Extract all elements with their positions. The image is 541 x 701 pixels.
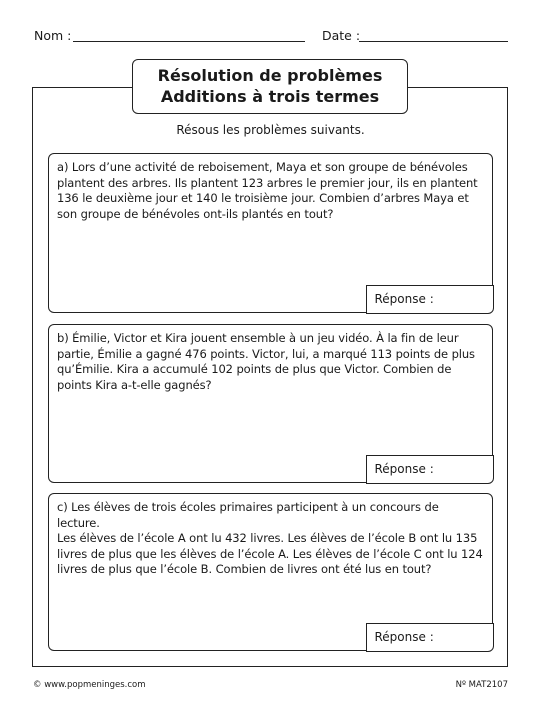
date-line[interactable] — [359, 41, 508, 42]
problem-line: son groupe de bénévoles ont-ils plantés en tout? — [57, 206, 334, 221]
problem-a — [48, 153, 493, 313]
problem-c-text — [57, 500, 484, 578]
title-line-1: Résolution de problèmes — [157, 66, 383, 85]
problem-line: partie, Émilie a gagné 476 points. Victor, lui, a marqué 113 points de plus — [57, 346, 475, 361]
problem-line: livres de plus que l’école B. Combien de livres ont été lus en tout? — [57, 562, 432, 576]
problem-line: a) Lors d’une activité de reboisement, Maya et son groupe de bénévoles — [57, 160, 468, 174]
problem-line: livres de plus que les élèves de l’école A. Les élèves de l’école C ont lu 124 — [57, 546, 483, 561]
answer-box-b[interactable] — [366, 455, 494, 484]
problem-line: points Kira a-t-elle gagnés? — [57, 377, 212, 392]
instructions: Résous les problèmes suivants. — [176, 123, 365, 137]
name-label: Nom : — [34, 28, 72, 43]
problem-line: c) Les élèves de trois écoles primaires participent à un concours de lecture. — [57, 500, 439, 530]
footer-code: Nº MAT2107 — [455, 680, 508, 690]
footer-website — [33, 680, 146, 690]
name-line[interactable] — [73, 41, 305, 42]
answer-label: Réponse : — [374, 291, 434, 306]
title-box — [132, 59, 408, 114]
problem-line: b) Émilie, Victor et Kira jouent ensemble à un jeu vidéo. À la fin de leur — [57, 331, 459, 345]
answer-label: Réponse : — [374, 461, 434, 476]
answer-box-c[interactable] — [366, 623, 494, 652]
problem-line: qu’Émilie. Kira a accumulé 102 points de plus que Victor. Combien de — [57, 362, 452, 376]
copyright-icon: © — [33, 680, 42, 690]
title-line-2: Additions à trois termes — [160, 87, 380, 106]
problem-c — [48, 493, 493, 651]
answer-label: Réponse : — [374, 629, 434, 644]
problem-b-text — [57, 331, 484, 393]
answer-box-a[interactable] — [366, 285, 494, 314]
problem-line: 136 le deuxième jour et 140 le troisième jour. Combien d’arbres Maya et — [57, 191, 469, 205]
problem-line: Les élèves de l’école A ont lu 432 livres. Les élèves de l’école B ont lu 135 — [57, 531, 478, 545]
problem-line: plantent des arbres. Ils plantent 123 arbres le premier jour, ils en plantent — [57, 175, 478, 190]
problem-a-text — [57, 160, 484, 222]
website-link[interactable]: www.popmeninges.com — [44, 680, 146, 690]
problem-b — [48, 324, 493, 483]
date-label: Date : — [322, 28, 361, 43]
